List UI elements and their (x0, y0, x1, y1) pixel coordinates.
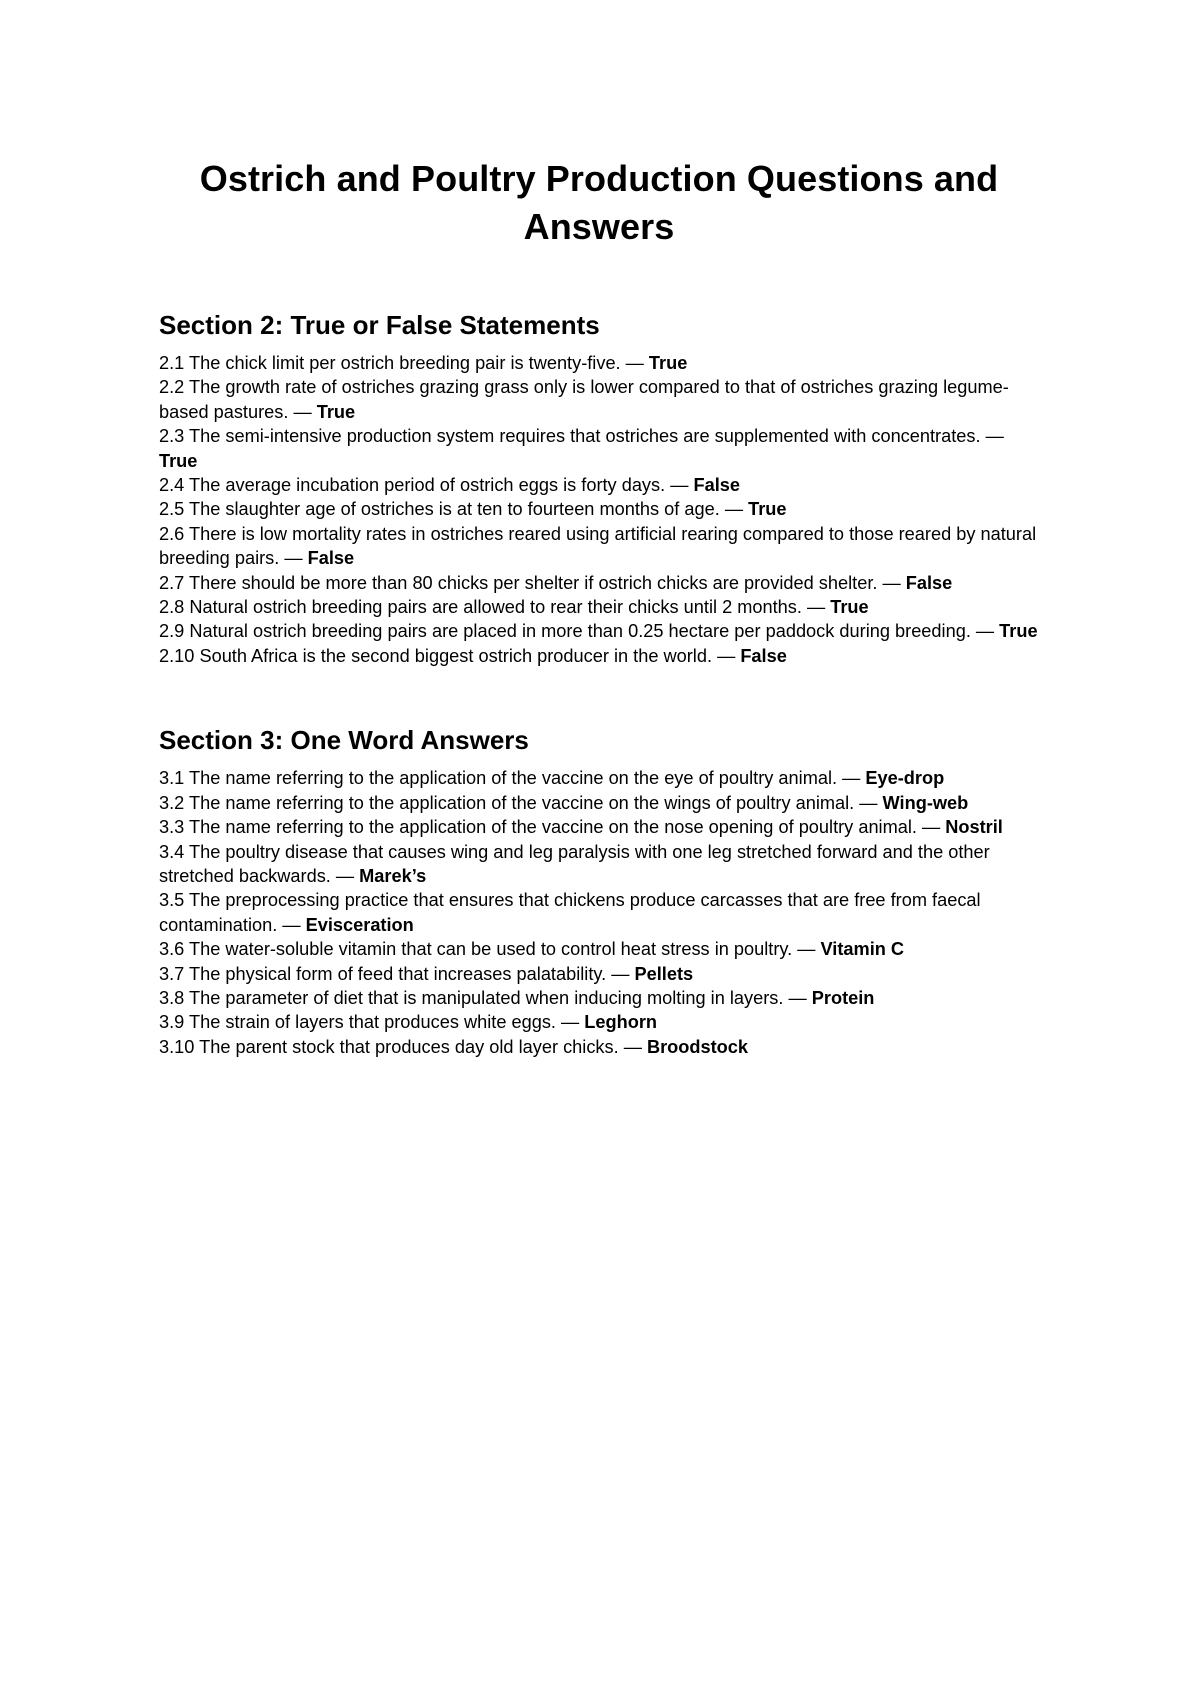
answer-text: False (307, 548, 355, 569)
qa-item (159, 375, 1039, 424)
answer-text: Pellets (634, 963, 694, 984)
question-text: 3.5 The preprocessing practice that ensures that chickens produce carcasses that are free from faecal contamination. (159, 890, 981, 935)
question-text: 3.10 The parent stock that produces day old layer chicks. (159, 1036, 619, 1057)
answer-separator: — (620, 353, 649, 373)
answer-separator: — (854, 792, 883, 813)
qa-item (159, 497, 1039, 521)
answer-text: Vitamin C (820, 939, 905, 960)
answer-separator: — (288, 401, 317, 422)
answer-text: True (748, 499, 787, 520)
answer-text: Nostril (945, 817, 1003, 838)
answer-text: Marek’s (359, 865, 427, 886)
answer-text: Broodstock (646, 1036, 749, 1057)
answer-text: True (648, 353, 688, 373)
answer-text: True (159, 450, 198, 471)
answer-separator: — (330, 865, 360, 886)
answer-separator: — (783, 987, 812, 1008)
answer-text: True (999, 621, 1038, 642)
qa-item (159, 937, 1039, 961)
answer-text: False (905, 572, 953, 593)
question-text: 2.7 There should be more than 80 chicks per shelter if ostrich chicks are provided shelter. (159, 572, 878, 593)
answer-separator: — (970, 621, 1000, 642)
question-text: 2.10 South Africa is the second biggest ostrich producer in the world. (159, 645, 713, 666)
answer-text: True (830, 597, 869, 618)
qa-item (159, 619, 1039, 643)
qa-item (159, 815, 1039, 839)
answer-text: False (740, 645, 787, 666)
question-text: 3.7 The physical form of feed that increases palatability. (159, 963, 607, 984)
section-one-word (159, 724, 1039, 1059)
answer-separator: — (277, 914, 306, 935)
answer-separator: — (279, 548, 308, 569)
answer-text: Leghorn (584, 1012, 658, 1033)
question-text: 3.3 The name referring to the application of the vaccine on the nose opening of poultry animal. (159, 817, 917, 838)
question-text: 2.9 Natural ostrich breeding pairs are placed in more than 0.25 hectare per paddock during breeding. (159, 621, 971, 642)
question-text: 2.4 The average incubation period of ostrich eggs is forty days. (159, 475, 666, 496)
qa-item (159, 351, 1039, 375)
qa-item (159, 888, 1039, 937)
qa-item (159, 644, 1039, 668)
answer-separator: — (618, 1036, 647, 1057)
qa-item (159, 473, 1039, 497)
answer-separator: — (801, 597, 831, 618)
qa-item (159, 791, 1039, 815)
qa-list (159, 766, 1039, 1059)
answer-text: False (693, 475, 740, 496)
answer-separator: — (665, 475, 694, 496)
question-text: 2.5 The slaughter age of ostriches is at ten to fourteen months of age. (159, 499, 720, 520)
document-page (159, 155, 1039, 1059)
qa-item (159, 840, 1039, 889)
qa-item (159, 424, 1039, 473)
answer-separator: — (837, 768, 866, 789)
answer-separator: — (606, 963, 635, 984)
answer-text: Wing-web (882, 792, 969, 813)
question-text: 2.2 The growth rate of ostriches grazing grass only is lower compared to that of ostriches grazing legume-based pastures. (159, 377, 1009, 422)
question-text: 2.8 Natural ostrich breeding pairs are allowed to rear their chicks until 2 months. (159, 597, 802, 618)
question-text: 3.1 The name referring to the application of the vaccine on the eye of poultry animal. (159, 768, 838, 789)
question-text: 2.3 The semi-intensive production system requires that ostriches are supplemented with concentrates. (159, 426, 981, 447)
answer-separator: — (877, 572, 906, 593)
qa-item (159, 595, 1039, 619)
qa-item (159, 571, 1039, 595)
qa-list (159, 351, 1039, 668)
answer-separator: — (712, 645, 741, 666)
question-text: 3.6 The water-soluble vitamin that can be used to control heat stress in poultry. (159, 939, 793, 960)
answer-separator: — (916, 817, 946, 838)
question-text: 3.9 The strain of layers that produces white eggs. (159, 1012, 556, 1033)
answer-text: True (316, 401, 356, 422)
section-heading: Section 2: True or False Statements (159, 310, 600, 340)
section-heading: Section 3: One Word Answers (159, 725, 529, 756)
document-title: Ostrich and Poultry Production Questions and Answers (199, 158, 999, 247)
answer-text: Evisceration (305, 914, 414, 935)
qa-item (159, 522, 1039, 571)
answer-text: Eye-drop (865, 768, 945, 789)
answer-separator: — (792, 939, 821, 960)
qa-item (159, 766, 1039, 790)
question-text: 2.6 There is low mortality rates in ostriches reared using artificial rearing compared to those reared by natural breeding pairs. (159, 523, 1037, 569)
answer-separator: — (719, 499, 749, 520)
question-text: 3.2 The name referring to the application of the vaccine on the wings of poultry animal. (159, 792, 855, 813)
qa-item (159, 986, 1039, 1010)
answer-text: Protein (811, 987, 875, 1008)
answer-separator: — (555, 1012, 585, 1033)
question-text: 2.1 The chick limit per ostrich breeding pair is twenty-five. (159, 353, 621, 373)
section-true-false (159, 309, 1039, 668)
qa-item (159, 1010, 1039, 1034)
answer-separator: — (980, 426, 1009, 447)
qa-item (159, 962, 1039, 986)
question-text: 3.8 The parameter of diet that is manipulated when inducing molting in layers. (159, 987, 784, 1008)
question-text: 3.4 The poultry disease that causes wing and leg paralysis with one leg stretched forward and the other stretched backwards. (159, 841, 990, 886)
qa-item (159, 1035, 1039, 1059)
